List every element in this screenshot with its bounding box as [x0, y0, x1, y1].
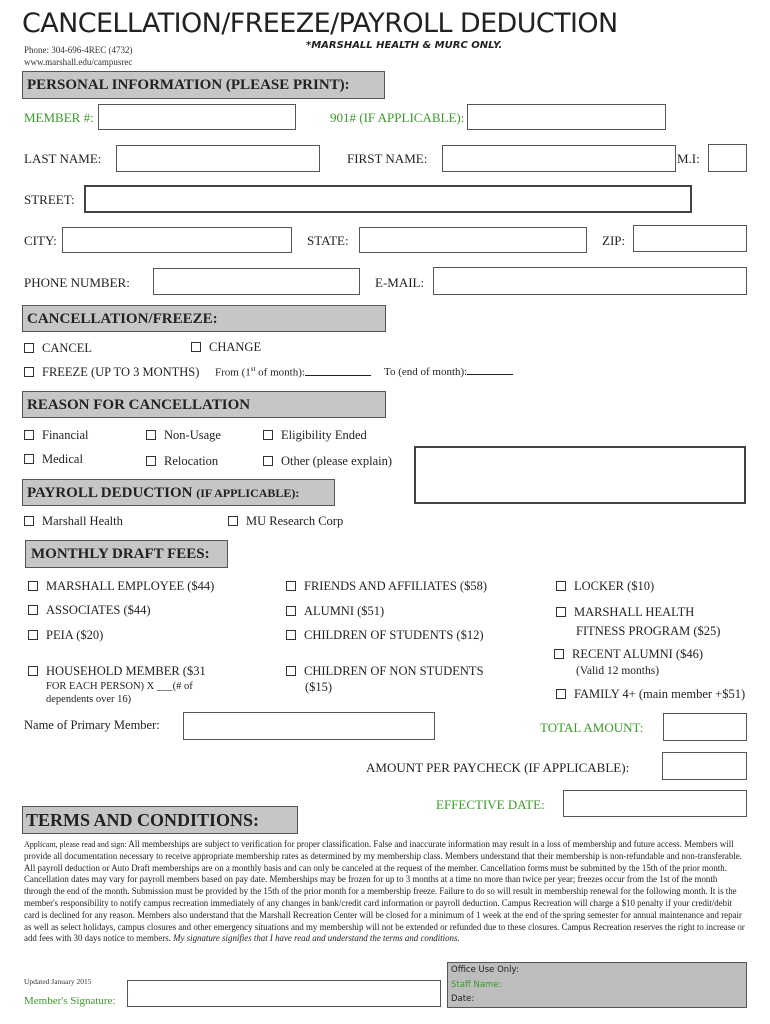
terms-text: Applicant, please read and sign: All memberships are subject to verification for proper classification. False and inaccurate information may result in a loss of membership and future access. Members will provide all documentation necessary to receive appropriate membership rates as determined by my membership class. Members understand that their membership is non-refundable and non-transferable. All payroll deduction or Auto Draft memberships are on a monthly basis and can only be canceled at the request of the member. Cancellation forms must be submitted by the 15th of the prior month. Cancellation dates may vary for payroll members based on pay date. Memberships may be frozen for up to 3 months at a time no more than twice per year; freezes occur from the 1st of the month through the end of the month. Submission must be provided by the 15th of the prior month for a membership freeze. Failure to do so will result in membership renewal for the following month. It is the member's responsibility to notify campus recreation immediately of any changes in bank/credit card information or payroll deduction. Campus Recreation will charge a $10 penalty if your credit/debit card is declined for any reason. Members also understand that the Marshall Recreation Center will be closed for a minimum of 1 week at the end of the spring semester for annual maintenance and repair as well as select holidays, campus closures and other emergency situations and my membership will not be extended or refunded due to these closures. Campus Recreation reserves the right to increase or add fees with 30 days notice to members. My signature signifies that I have read and understand the terms and conditions.: [24, 839, 745, 944]
phone-number-field[interactable]: [153, 268, 360, 295]
fee-alumni[interactable]: ALUMNI ($51): [286, 604, 384, 619]
first-name-label: FIRST NAME:: [347, 151, 428, 166]
section-fees-heading: MONTHLY DRAFT FEES:: [25, 540, 228, 568]
other-explain-field[interactable]: [414, 446, 746, 504]
peia-checkbox[interactable]: [28, 630, 38, 640]
total-amount-field[interactable]: [663, 713, 747, 741]
marshall-employee-checkbox[interactable]: [28, 581, 38, 591]
fee-household-line3: dependents over 16): [46, 694, 132, 705]
member-signature-field[interactable]: [127, 980, 441, 1007]
fee-household[interactable]: HOUSEHOLD MEMBER ($31: [28, 664, 206, 679]
last-name-field[interactable]: [116, 145, 320, 172]
fee-children-non-line2: ($15): [305, 680, 333, 694]
effective-date-field[interactable]: [563, 790, 747, 817]
member-number-label: MEMBER #:: [24, 110, 94, 125]
state-label: STATE:: [307, 233, 349, 248]
change-checkbox[interactable]: [191, 342, 201, 352]
non-usage-checkbox[interactable]: [146, 430, 156, 440]
fee-peia[interactable]: PEIA ($20): [28, 628, 103, 643]
freeze-from-line[interactable]: [305, 366, 371, 376]
first-name-field[interactable]: [442, 145, 676, 172]
change-option[interactable]: CHANGE: [191, 340, 261, 355]
phone-info: Phone: 304-696-4REC (4732): [24, 45, 133, 55]
freeze-to: To (end of month):: [384, 365, 513, 378]
fee-children-non[interactable]: CHILDREN OF NON STUDENTS: [286, 664, 484, 679]
street-field[interactable]: [84, 185, 692, 213]
last-name-label: LAST NAME:: [24, 151, 102, 166]
reason-medical[interactable]: Medical: [24, 452, 83, 467]
reason-relocation[interactable]: Relocation: [146, 454, 218, 469]
amount-per-paycheck-field[interactable]: [662, 752, 747, 780]
payroll-marshall-health[interactable]: Marshall Health: [24, 514, 123, 529]
office-use-title: Office Use Only:: [451, 965, 519, 975]
fee-friends[interactable]: FRIENDS AND AFFILIATES ($58): [286, 579, 487, 594]
fee-mhfp-line2: FITNESS PROGRAM ($25): [576, 624, 721, 638]
reason-financial[interactable]: Financial: [24, 428, 89, 443]
n901-label: 901# (IF APPLICABLE):: [330, 110, 465, 125]
cancel-checkbox[interactable]: [24, 343, 34, 353]
state-field[interactable]: [359, 227, 587, 253]
phone-number-label: PHONE NUMBER:: [24, 275, 130, 290]
website-link[interactable]: www.marshall.edu/campusrec: [24, 57, 133, 67]
city-label: CITY:: [24, 233, 57, 248]
page-title: CANCELLATION/FREEZE/PAYROLL DEDUCTION: [22, 8, 618, 39]
reason-non-usage[interactable]: Non-Usage: [146, 428, 221, 443]
freeze-option[interactable]: FREEZE (UP TO 3 MONTHS): [24, 365, 199, 380]
section-personal-heading: PERSONAL INFORMATION (PLEASE PRINT):: [22, 71, 385, 99]
member-number-field[interactable]: [98, 104, 296, 130]
primary-member-field[interactable]: [183, 712, 435, 740]
effective-date-label: EFFECTIVE DATE:: [436, 797, 545, 812]
fee-family[interactable]: FAMILY 4+ (main member +$51): [556, 687, 745, 702]
fee-marshall-employee[interactable]: MARSHALL EMPLOYEE ($44): [28, 579, 214, 594]
mhfp-checkbox[interactable]: [556, 607, 566, 617]
n901-field[interactable]: [467, 104, 666, 130]
fee-mhfp[interactable]: MARSHALL HEALTH: [556, 605, 694, 620]
household-checkbox[interactable]: [28, 666, 38, 676]
total-amount-label: TOTAL AMOUNT:: [540, 720, 644, 735]
freeze-from: From (1st of month):: [215, 365, 371, 379]
family-checkbox[interactable]: [556, 689, 566, 699]
mi-field[interactable]: [708, 144, 747, 172]
children-students-checkbox[interactable]: [286, 630, 296, 640]
cancel-option[interactable]: CANCEL: [24, 341, 92, 356]
payroll-mu-research[interactable]: MU Research Corp: [228, 514, 343, 529]
alumni-checkbox[interactable]: [286, 606, 296, 616]
email-field[interactable]: [433, 267, 747, 295]
section-reason-heading: REASON FOR CANCELLATION: [22, 391, 386, 418]
reason-other[interactable]: Other (please explain): [263, 454, 392, 469]
office-date-label: Date:: [451, 994, 475, 1004]
other-checkbox[interactable]: [263, 456, 273, 466]
eligibility-checkbox[interactable]: [263, 430, 273, 440]
eligibility-note: *MARSHALL HEALTH & MURC ONLY.: [306, 40, 503, 51]
reason-eligibility[interactable]: Eligibility Ended: [263, 428, 367, 443]
section-payroll-heading: PAYROLL DEDUCTION (IF APPLICABLE):: [22, 479, 335, 506]
fee-household-line2: FOR EACH PERSON) X ___(# of: [46, 681, 193, 692]
associates-checkbox[interactable]: [28, 605, 38, 615]
amount-per-paycheck-label: AMOUNT PER PAYCHECK (IF APPLICABLE):: [366, 760, 630, 775]
mu-research-checkbox[interactable]: [228, 516, 238, 526]
primary-member-label: Name of Primary Member:: [24, 718, 160, 732]
freeze-checkbox[interactable]: [24, 367, 34, 377]
member-signature-label: Member's Signature:: [24, 995, 116, 1007]
office-use-box: [447, 962, 747, 1008]
friends-checkbox[interactable]: [286, 581, 296, 591]
section-cancellation-heading: CANCELLATION/FREEZE:: [22, 305, 386, 332]
mi-label: M.I:: [677, 151, 700, 166]
fee-locker[interactable]: LOCKER ($10): [556, 579, 654, 594]
street-label: STREET:: [24, 192, 75, 207]
zip-field[interactable]: [633, 225, 747, 252]
recent-alumni-checkbox[interactable]: [554, 649, 564, 659]
financial-checkbox[interactable]: [24, 430, 34, 440]
section-terms-heading: TERMS AND CONDITIONS:: [22, 806, 298, 834]
marshall-health-checkbox[interactable]: [24, 516, 34, 526]
office-staff-label: Staff Name:: [451, 980, 502, 990]
city-field[interactable]: [62, 227, 292, 253]
locker-checkbox[interactable]: [556, 581, 566, 591]
fee-associates[interactable]: ASSOCIATES ($44): [28, 603, 151, 618]
email-label: E-MAIL:: [375, 275, 425, 290]
freeze-to-line[interactable]: [467, 365, 513, 375]
fee-recent-alumni[interactable]: RECENT ALUMNI ($46): [554, 647, 703, 662]
medical-checkbox[interactable]: [24, 454, 34, 464]
children-non-checkbox[interactable]: [286, 666, 296, 676]
fee-recent-alumni-line2: (Valid 12 months): [576, 665, 660, 677]
fee-children-students[interactable]: CHILDREN OF STUDENTS ($12): [286, 628, 484, 643]
zip-label: ZIP:: [602, 233, 626, 248]
relocation-checkbox[interactable]: [146, 456, 156, 466]
updated-date: Updated January 2015: [24, 977, 92, 986]
